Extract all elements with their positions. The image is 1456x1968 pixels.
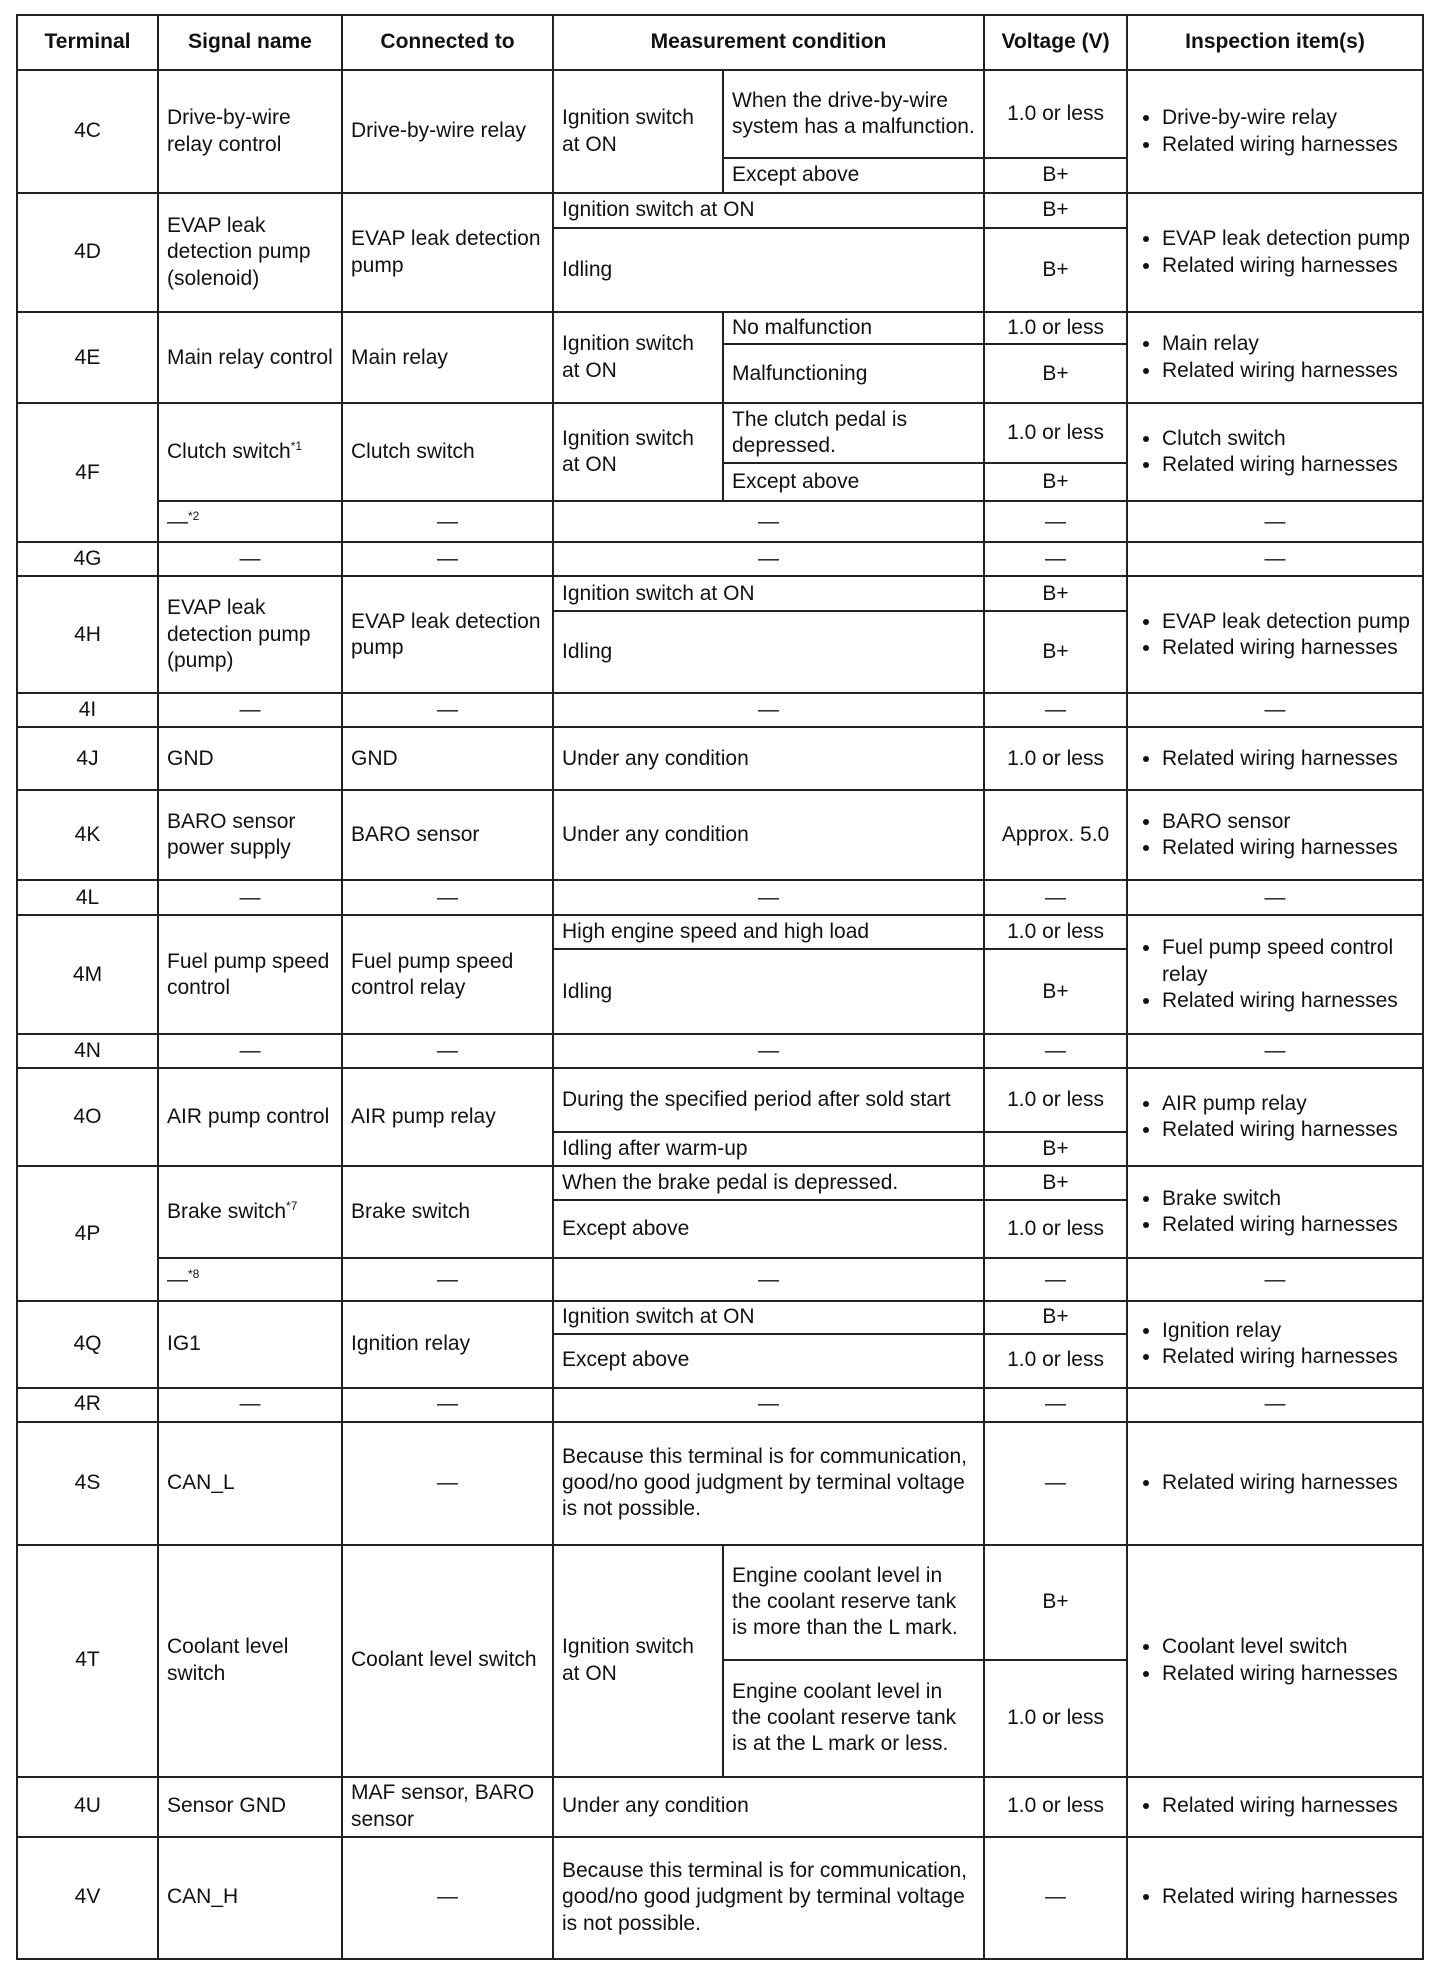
terminal-cell: 4R — [17, 1388, 158, 1422]
inspection-item: • BARO sensor — [1162, 809, 1414, 835]
terminal-cell: 4E — [17, 312, 158, 403]
terminal-cell: 4O — [17, 1068, 158, 1166]
table-row-4h — [17, 576, 1423, 611]
inspection-item: • AIR pump relay — [1162, 1091, 1414, 1117]
condition-cell: — — [553, 501, 984, 542]
voltage-cell: — — [984, 880, 1127, 915]
inspection-item: • Related wiring harnesses — [1162, 253, 1414, 279]
terminal-cell: 4N — [17, 1034, 158, 1068]
condition-cell: Malfunctioning — [723, 344, 984, 403]
condition-cell: Engine coolant level in the coolant reserve tank is at the L mark or less. — [723, 1660, 984, 1777]
inspection-item: • Related wiring harnesses — [1162, 746, 1414, 772]
terminal-cell: 4C — [17, 70, 158, 193]
connected-to-cell: Ignition relay — [342, 1301, 553, 1387]
connected-to-cell: GND — [342, 727, 553, 790]
inspection-item: • Related wiring harnesses — [1162, 1117, 1414, 1143]
signal-name-cell: CAN_L — [158, 1422, 342, 1545]
voltage-cell: B+ — [984, 576, 1127, 611]
inspection-item: • Related wiring harnesses — [1162, 132, 1414, 158]
voltage-cell: B+ — [984, 611, 1127, 693]
condition-cell: Except above — [553, 1334, 984, 1388]
voltage-cell: — — [984, 1837, 1127, 1959]
voltage-cell: B+ — [984, 1166, 1127, 1200]
condition-cell: — — [553, 1258, 984, 1301]
header-signal-name: Signal name — [158, 15, 342, 70]
connected-to-cell: — — [342, 1837, 553, 1959]
voltage-cell: 1.0 or less — [984, 727, 1127, 790]
connected-to-cell: — — [342, 1034, 553, 1068]
inspection-list — [1136, 1884, 1414, 1910]
condition-cell: Under any condition — [553, 1777, 984, 1837]
terminal-cell: 4M — [17, 915, 158, 1034]
inspection-cell — [1127, 790, 1423, 880]
inspection-cell — [1127, 1777, 1423, 1837]
inspection-item: • Related wiring harnesses — [1162, 1470, 1414, 1496]
table-row-4l — [17, 880, 1423, 915]
inspection-list — [1136, 226, 1414, 279]
inspection-item: • Related wiring harnesses — [1162, 1661, 1414, 1687]
condition-cell: — — [553, 880, 984, 915]
connected-to-cell: Drive-by-wire relay — [342, 70, 553, 193]
header-voltage: Voltage (V) — [984, 15, 1127, 70]
inspection-item: • Related wiring harnesses — [1162, 988, 1414, 1014]
inspection-cell — [1127, 1301, 1423, 1387]
signal-name-cell: CAN_H — [158, 1837, 342, 1959]
voltage-cell: B+ — [984, 1132, 1127, 1166]
signal-name-cell: Fuel pump speed control — [158, 915, 342, 1034]
signal-name-cell: Coolant level switch — [158, 1545, 342, 1777]
connected-to-cell: Main relay — [342, 312, 553, 403]
inspection-list — [1136, 331, 1414, 384]
footnote-mark: *2 — [188, 508, 200, 523]
voltage-cell: — — [984, 542, 1127, 576]
voltage-cell: — — [984, 1388, 1127, 1422]
inspection-list — [1136, 609, 1414, 662]
inspection-list — [1136, 1318, 1414, 1371]
condition-cell: — — [553, 542, 984, 576]
condition-cell: Because this terminal is for communication, good/no good judgment by terminal voltage is not possible. — [553, 1837, 984, 1959]
inspection-cell — [1127, 312, 1423, 403]
signal-name-cell: Drive-by-wire relay control — [158, 70, 342, 193]
inspection-cell: — — [1127, 1034, 1423, 1068]
terminal-cell: 4Q — [17, 1301, 158, 1387]
connected-to-cell: Coolant level switch — [342, 1545, 553, 1777]
inspection-item: • Related wiring harnesses — [1162, 1212, 1414, 1238]
inspection-list — [1136, 935, 1414, 1014]
voltage-cell: — — [984, 1258, 1127, 1301]
inspection-item: • Related wiring harnesses — [1162, 635, 1414, 661]
inspection-cell — [1127, 727, 1423, 790]
footnote-mark: *8 — [188, 1266, 200, 1281]
voltage-cell: 1.0 or less — [984, 915, 1127, 949]
terminal-cell: 4K — [17, 790, 158, 880]
signal-name-cell: IG1 — [158, 1301, 342, 1387]
connected-to-cell: Brake switch — [342, 1166, 553, 1258]
connected-to-cell: — — [342, 1258, 553, 1301]
header-row — [17, 15, 1423, 70]
signal-name-cell: — — [158, 542, 342, 576]
condition-main-cell: Ignition switch at ON — [553, 403, 723, 501]
signal-name-cell: —$^{*8}$ — [158, 1258, 342, 1301]
condition-cell: When the brake pedal is depressed. — [553, 1166, 984, 1200]
table-row-4s — [17, 1422, 1423, 1545]
inspection-item: • Related wiring harnesses — [1162, 452, 1414, 478]
voltage-cell: Approx. 5.0 — [984, 790, 1127, 880]
signal-name-cell: — — [158, 1388, 342, 1422]
table-row-4v — [17, 1837, 1423, 1959]
condition-cell: Idling — [553, 228, 984, 312]
table-row-4p — [17, 1166, 1423, 1200]
condition-cell: Because this terminal is for communication, good/no good judgment by terminal voltage is not possible. — [553, 1422, 984, 1545]
voltage-cell: B+ — [984, 949, 1127, 1034]
terminal-cell: 4V — [17, 1837, 158, 1959]
signal-name-cell: — — [158, 693, 342, 727]
condition-main-cell: Ignition switch at ON — [553, 312, 723, 403]
signal-name-cell: EVAP leak detection pump (pump) — [158, 576, 342, 693]
voltage-cell: B+ — [984, 1545, 1127, 1660]
signal-name-cell: Sensor GND — [158, 1777, 342, 1837]
table-row-4f — [17, 403, 1423, 463]
voltage-cell: B+ — [984, 344, 1127, 403]
condition-cell: Except above — [553, 1200, 984, 1258]
condition-cell: Idling — [553, 949, 984, 1034]
inspection-item: • Main relay — [1162, 331, 1414, 357]
condition-cell: Ignition switch at ON — [553, 1301, 984, 1333]
voltage-cell: — — [984, 1422, 1127, 1545]
voltage-cell: 1.0 or less — [984, 1334, 1127, 1388]
inspection-item: • EVAP leak detection pump — [1162, 226, 1414, 252]
inspection-cell: — — [1127, 880, 1423, 915]
voltage-cell: — — [984, 693, 1127, 727]
voltage-cell: — — [984, 501, 1127, 542]
condition-cell: Ignition switch at ON — [553, 576, 984, 611]
signal-name-cell: AIR pump control — [158, 1068, 342, 1166]
connected-to-cell: EVAP leak detection pump — [342, 193, 553, 312]
inspection-list — [1136, 1470, 1414, 1496]
terminal-cell: 4G — [17, 542, 158, 576]
connected-to-cell: BARO sensor — [342, 790, 553, 880]
inspection-item: • Clutch switch — [1162, 426, 1414, 452]
condition-cell: Idling — [553, 611, 984, 693]
terminal-cell: 4H — [17, 576, 158, 693]
voltage-cell: B+ — [984, 1301, 1127, 1333]
inspection-cell — [1127, 70, 1423, 193]
connected-to-cell: — — [342, 1388, 553, 1422]
inspection-cell — [1127, 1422, 1423, 1545]
condition-cell: During the specified period after sold start — [553, 1068, 984, 1132]
inspection-list — [1136, 426, 1414, 479]
table-row-4n — [17, 1034, 1423, 1068]
voltage-cell: 1.0 or less — [984, 1068, 1127, 1132]
table-row-4g — [17, 542, 1423, 576]
terminal-cell: 4L — [17, 880, 158, 915]
inspection-item: • Related wiring harnesses — [1162, 1793, 1414, 1819]
condition-main-cell: Ignition switch at ON — [553, 70, 723, 193]
voltage-cell: B+ — [984, 158, 1127, 193]
header-connected-to: Connected to — [342, 15, 553, 70]
connected-to-cell: — — [342, 542, 553, 576]
table-row-4q — [17, 1301, 1423, 1333]
condition-cell: The clutch pedal is depressed. — [723, 403, 984, 463]
table-row-4c — [17, 70, 1423, 158]
voltage-cell: B+ — [984, 463, 1127, 501]
terminal-cell: 4U — [17, 1777, 158, 1837]
terminal-inspection-table — [16, 14, 1424, 1960]
footnote-mark: *7 — [286, 1199, 298, 1214]
condition-main-cell: Ignition switch at ON — [553, 1545, 723, 1777]
signal-name-cell: GND — [158, 727, 342, 790]
connected-to-cell: — — [342, 501, 553, 542]
signal-name-cell: — — [158, 880, 342, 915]
condition-cell: Under any condition — [553, 790, 984, 880]
inspection-cell: — — [1127, 1388, 1423, 1422]
terminal-cell: 4D — [17, 193, 158, 312]
connected-to-cell: — — [342, 693, 553, 727]
table-row-4d — [17, 193, 1423, 228]
inspection-item: • Related wiring harnesses — [1162, 358, 1414, 384]
inspection-cell — [1127, 915, 1423, 1034]
inspection-list — [1136, 1793, 1414, 1819]
condition-cell: High engine speed and high load — [553, 915, 984, 949]
condition-cell: Except above — [723, 463, 984, 501]
inspection-cell: — — [1127, 693, 1423, 727]
connected-to-cell: Fuel pump speed control relay — [342, 915, 553, 1034]
inspection-list — [1136, 1091, 1414, 1144]
table-row-4t — [17, 1545, 1423, 1660]
inspection-cell — [1127, 576, 1423, 693]
voltage-cell: 1.0 or less — [984, 1777, 1127, 1837]
signal-name-cell: Main relay control — [158, 312, 342, 403]
signal-name-cell: BARO sensor power supply — [158, 790, 342, 880]
inspection-cell — [1127, 1837, 1423, 1959]
voltage-cell: 1.0 or less — [984, 70, 1127, 158]
terminal-cell: 4I — [17, 693, 158, 727]
condition-cell: Under any condition — [553, 727, 984, 790]
voltage-cell: — — [984, 1034, 1127, 1068]
voltage-cell: 1.0 or less — [984, 1660, 1127, 1777]
terminal-cell: 4S — [17, 1422, 158, 1545]
inspection-list — [1136, 1186, 1414, 1239]
signal-name-cell: Clutch switch$^{*1}$ — [158, 403, 342, 501]
voltage-cell: B+ — [984, 228, 1127, 312]
table-row-4p-alt — [17, 1258, 1423, 1301]
table-row-4f-alt — [17, 501, 1423, 542]
connected-to-cell: — — [342, 880, 553, 915]
inspection-item: • Related wiring harnesses — [1162, 1344, 1414, 1370]
table-row-4i — [17, 693, 1423, 727]
voltage-cell: 1.0 or less — [984, 312, 1127, 344]
connected-to-cell: MAF sensor, BARO sensor — [342, 1777, 553, 1837]
inspection-cell: — — [1127, 1258, 1423, 1301]
inspection-cell — [1127, 1068, 1423, 1166]
inspection-list — [1136, 105, 1414, 158]
inspection-cell — [1127, 1545, 1423, 1777]
header-measurement-condition: Measurement condition — [553, 15, 984, 70]
table-row-4o — [17, 1068, 1423, 1132]
voltage-cell: 1.0 or less — [984, 1200, 1127, 1258]
inspection-item: • Drive-by-wire relay — [1162, 105, 1414, 131]
condition-cell: Except above — [723, 158, 984, 193]
condition-cell: When the drive-by-wire system has a malfunction. — [723, 70, 984, 158]
inspection-cell — [1127, 403, 1423, 501]
inspection-list — [1136, 746, 1414, 772]
condition-cell: No malfunction — [723, 312, 984, 344]
condition-cell: — — [553, 1388, 984, 1422]
inspection-item: • Ignition relay — [1162, 1318, 1414, 1344]
inspection-item: • Coolant level switch — [1162, 1634, 1414, 1660]
inspection-list — [1136, 809, 1414, 862]
table-row-4e — [17, 312, 1423, 344]
condition-cell: — — [553, 1034, 984, 1068]
signal-name-cell: —$^{*2}$ — [158, 501, 342, 542]
table-row-4u — [17, 1777, 1423, 1837]
terminal-cell: 4F — [17, 403, 158, 542]
terminal-cell: 4T — [17, 1545, 158, 1777]
terminal-cell: 4J — [17, 727, 158, 790]
inspection-cell — [1127, 1166, 1423, 1258]
footnote-mark: *1 — [290, 439, 303, 454]
condition-cell: — — [553, 693, 984, 727]
inspection-cell: — — [1127, 501, 1423, 542]
voltage-cell: B+ — [984, 193, 1127, 228]
terminal-cell: 4P — [17, 1166, 158, 1301]
connected-to-cell: Clutch switch — [342, 403, 553, 501]
inspection-cell — [1127, 193, 1423, 312]
inspection-item: • Related wiring harnesses — [1162, 835, 1414, 861]
inspection-item: • EVAP leak detection pump — [1162, 609, 1414, 635]
table-row-4m — [17, 915, 1423, 949]
inspection-item: • Brake switch — [1162, 1186, 1414, 1212]
inspection-cell: — — [1127, 542, 1423, 576]
table-row-4r — [17, 1388, 1423, 1422]
signal-name-cell: EVAP leak detection pump (solenoid) — [158, 193, 342, 312]
voltage-cell: 1.0 or less — [984, 403, 1127, 463]
condition-cell: Engine coolant level in the coolant reserve tank is more than the L mark. — [723, 1545, 984, 1660]
inspection-item: • Related wiring harnesses — [1162, 1884, 1414, 1910]
condition-cell: Idling after warm-up — [553, 1132, 984, 1166]
inspection-list — [1136, 1634, 1414, 1687]
table-row-4j — [17, 727, 1423, 790]
signal-name-cell: — — [158, 1034, 342, 1068]
condition-cell: Ignition switch at ON — [553, 193, 984, 228]
header-terminal: Terminal — [17, 15, 158, 70]
signal-name-cell: Brake switch$^{*7}$ — [158, 1166, 342, 1258]
connected-to-cell: AIR pump relay — [342, 1068, 553, 1166]
connected-to-cell: EVAP leak detection pump — [342, 576, 553, 693]
header-inspection-items: Inspection item(s) — [1127, 15, 1423, 70]
inspection-item: • Fuel pump speed control relay — [1162, 935, 1414, 988]
connected-to-cell: — — [342, 1422, 553, 1545]
table-row-4k — [17, 790, 1423, 880]
